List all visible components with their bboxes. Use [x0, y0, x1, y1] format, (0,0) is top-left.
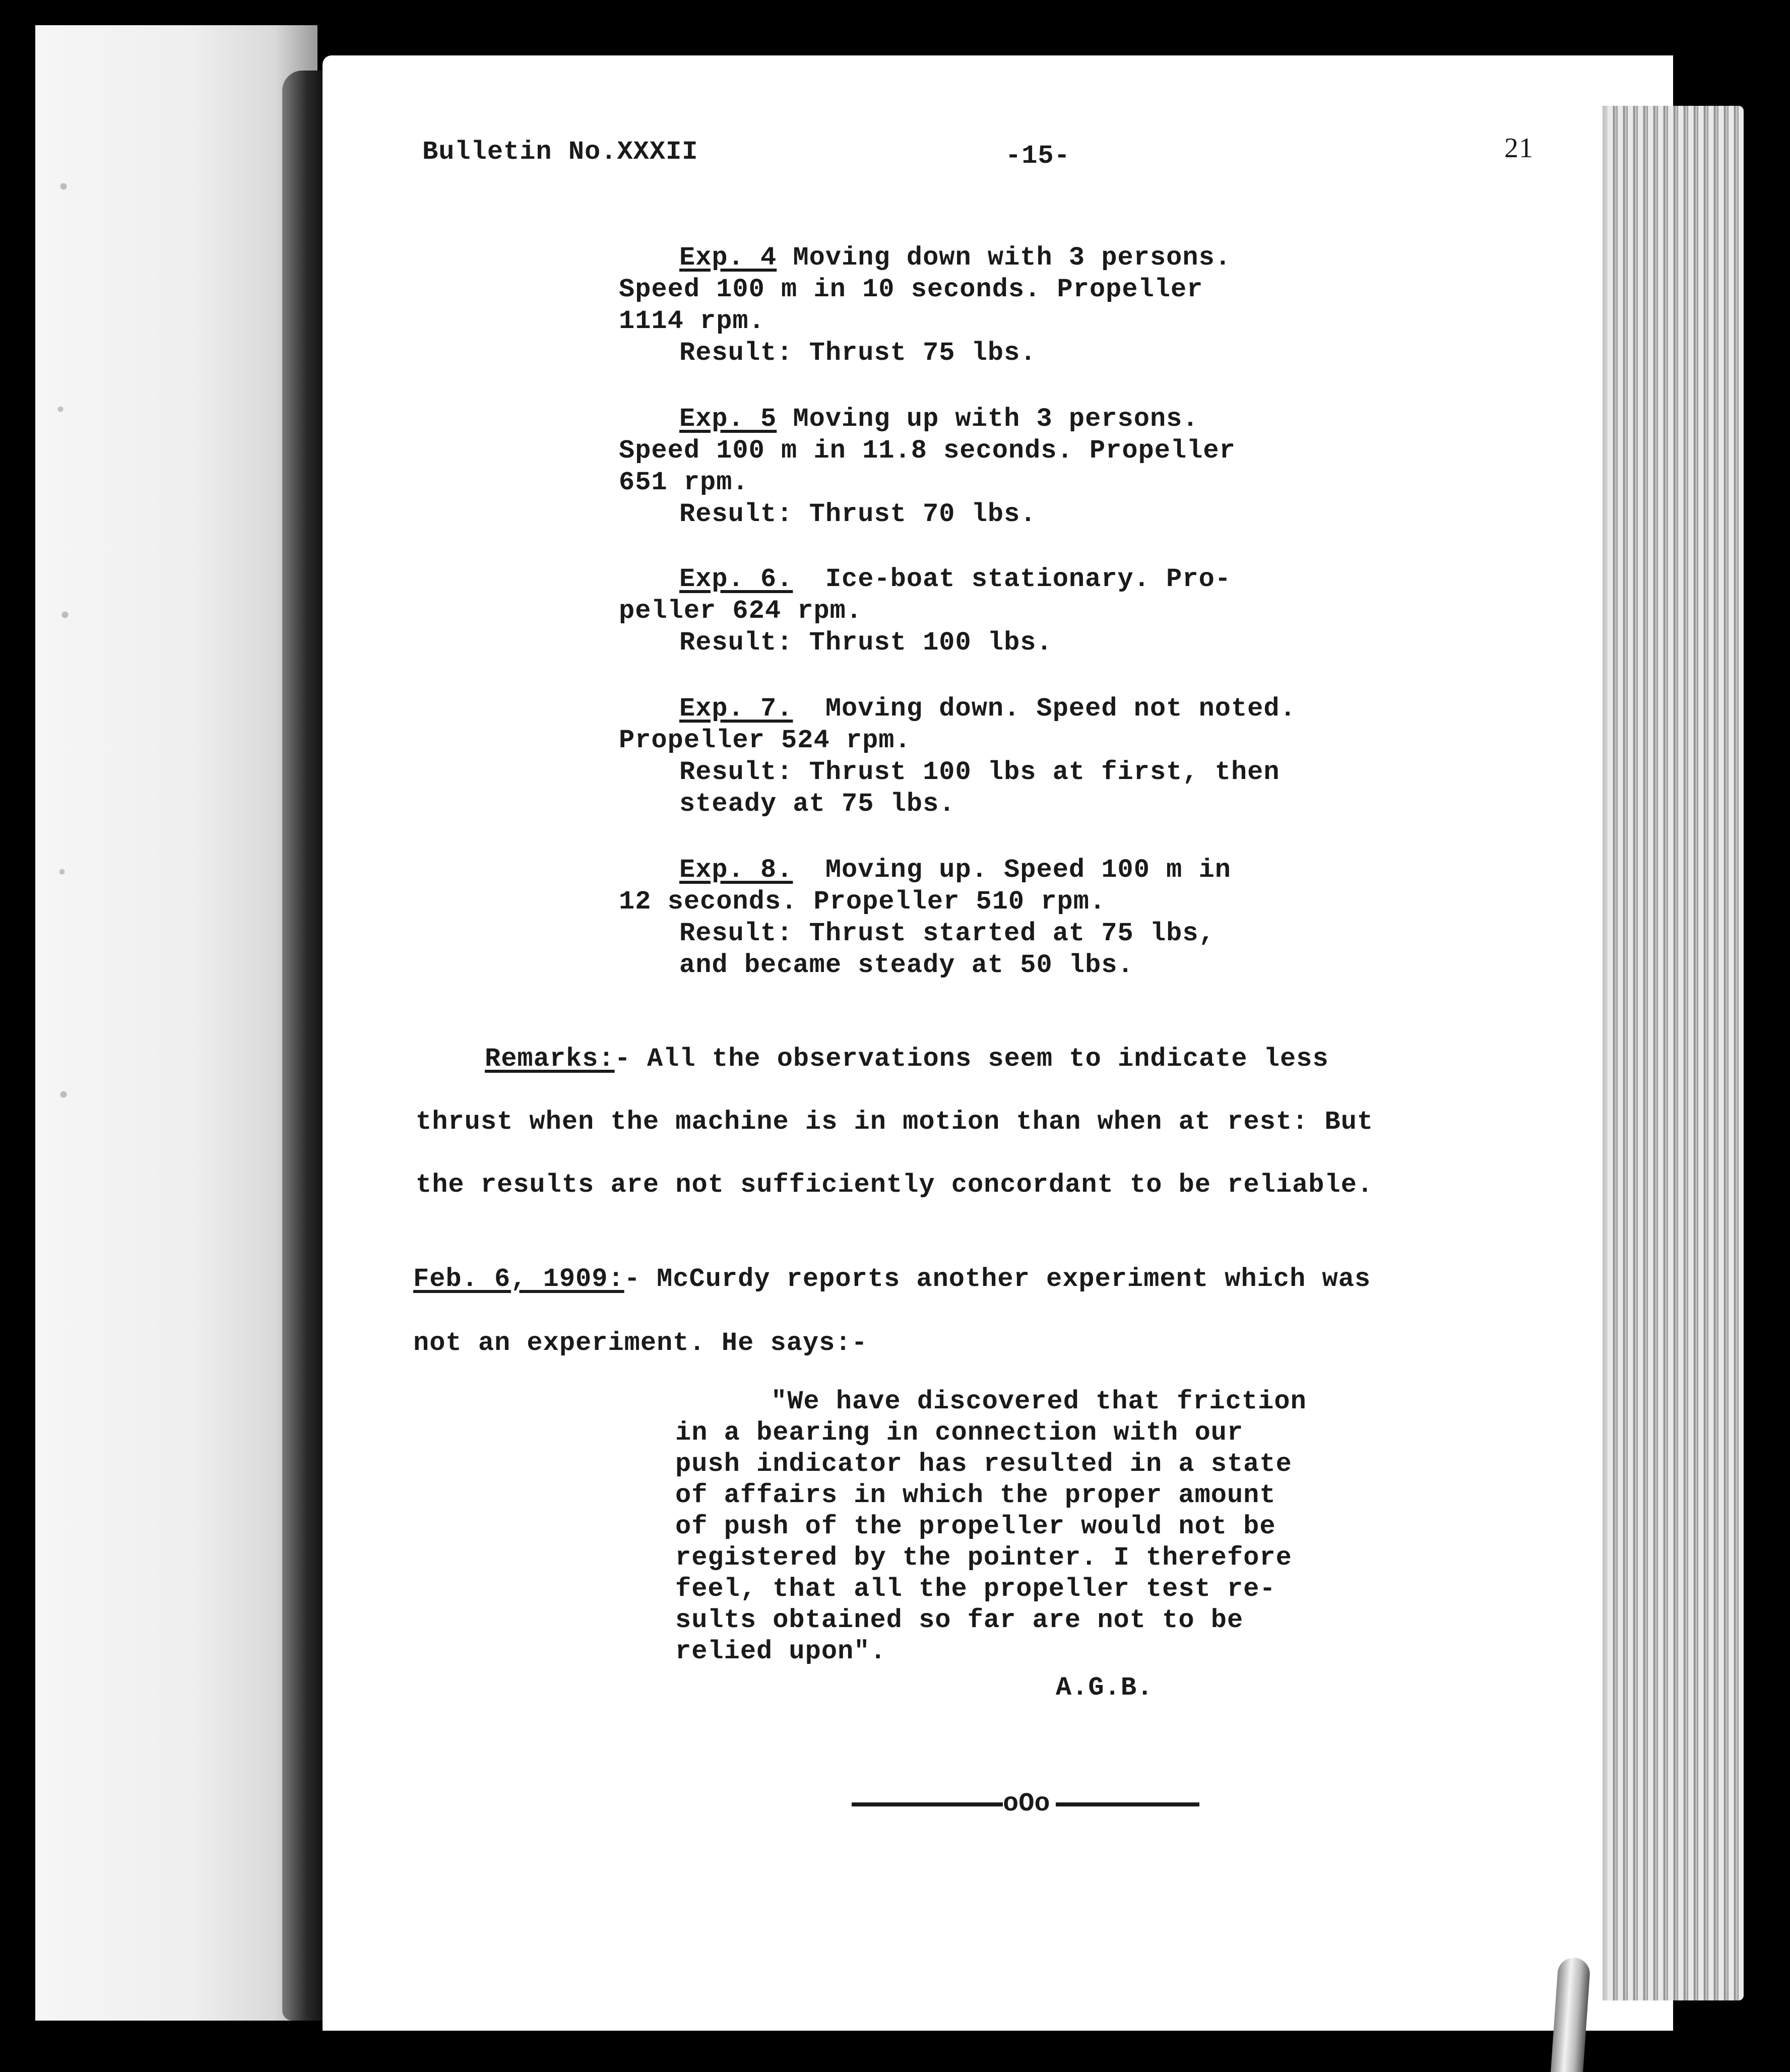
quote-line-1: "We have discovered that friction — [771, 1387, 1307, 1416]
exp-8-line-1: Exp. 8. Moving up. Speed 100 m in — [679, 855, 1231, 885]
bulletin-title: Bulletin No.XXXII — [422, 137, 698, 167]
page-number: 21 — [1504, 133, 1533, 164]
remarks-line-1: Remarks:- All the observations seem to indicate less — [485, 1044, 1329, 1074]
divider-center-mark: oOo — [1003, 1789, 1050, 1819]
page-marker: -15- — [1005, 141, 1070, 171]
exp-6-result: Result: Thrust 100 lbs. — [679, 628, 1053, 658]
remarks-line-2: thrust when the machine is in motion than when at rest: But — [416, 1107, 1374, 1137]
exp-5-line-2: Speed 100 m in 11.8 seconds. Propeller — [619, 436, 1236, 466]
quote-line-7: feel, that all the propeller test re- — [675, 1574, 1276, 1604]
exp-4-result: Result: Thrust 75 lbs. — [679, 338, 1037, 368]
quote-line-9: relied upon". — [675, 1637, 886, 1666]
exp-7-result: Result: Thrust 100 lbs at first, then — [679, 757, 1280, 787]
remarks-label: Remarks: — [485, 1044, 615, 1074]
exp-6-line-2: peller 624 rpm. — [619, 596, 863, 626]
divider-left-rule — [852, 1802, 1003, 1806]
exp-7-line-1: Exp. 7. Moving down. Speed not noted. — [679, 694, 1296, 724]
exp-4-label: Exp. 4 — [679, 243, 777, 273]
exp-4-line-3: 1114 rpm. — [619, 306, 765, 336]
exp-5-line-1: Exp. 5 Moving up with 3 persons. — [679, 404, 1199, 434]
quote-line-5: of push of the propeller would not be — [675, 1512, 1276, 1541]
exp-8-line-2: 12 seconds. Propeller 510 rpm. — [619, 887, 1106, 917]
quote-line-4: of affairs in which the proper amount — [675, 1480, 1276, 1510]
exp-5-label: Exp. 5 — [679, 404, 777, 434]
quote-line-8: sults obtained so far are not to be — [675, 1605, 1244, 1635]
exp-5-result: Result: Thrust 70 lbs. — [679, 499, 1037, 529]
exp-6-label: Exp. 6. — [679, 564, 793, 594]
page-edges — [1608, 106, 1744, 2000]
remarks-line-3: the results are not sufficiently concordant to be reliable. — [416, 1170, 1374, 1200]
exp-8-result: Result: Thrust started at 75 lbs, — [679, 919, 1215, 948]
quote-line-2: in a bearing in connection with our — [675, 1418, 1244, 1448]
exp-7-result-2: steady at 75 lbs. — [679, 789, 955, 819]
entry-line-1: Feb. 6, 1909:- McCurdy reports another experiment which was — [413, 1264, 1371, 1294]
entry-date: Feb. 6, 1909: — [413, 1264, 624, 1294]
signature: A.G.B. — [1056, 1673, 1154, 1703]
exp-8-result-2: and became steady at 50 lbs. — [679, 950, 1134, 980]
divider-right-rule — [1056, 1802, 1199, 1806]
exp-8-label: Exp. 8. — [679, 855, 793, 885]
entry-line-2: not an experiment. He says:- — [413, 1328, 868, 1358]
exp-4-line-2: Speed 100 m in 10 seconds. Propeller — [619, 275, 1203, 304]
quote-line-3: push indicator has resulted in a state — [675, 1449, 1292, 1479]
exp-7-line-2: Propeller 524 rpm. — [619, 726, 911, 755]
exp-6-line-1: Exp. 6. Ice-boat stationary. Pro- — [679, 564, 1231, 594]
exp-4-line-1: Exp. 4 Moving down with 3 persons. — [679, 243, 1231, 273]
quote-line-6: registered by the pointer. I therefore — [675, 1543, 1292, 1573]
end-divider — [852, 1789, 1199, 1819]
exp-5-line-3: 651 rpm. — [619, 468, 749, 497]
exp-7-label: Exp. 7. — [679, 694, 793, 724]
left-page-marks — [48, 101, 79, 1814]
